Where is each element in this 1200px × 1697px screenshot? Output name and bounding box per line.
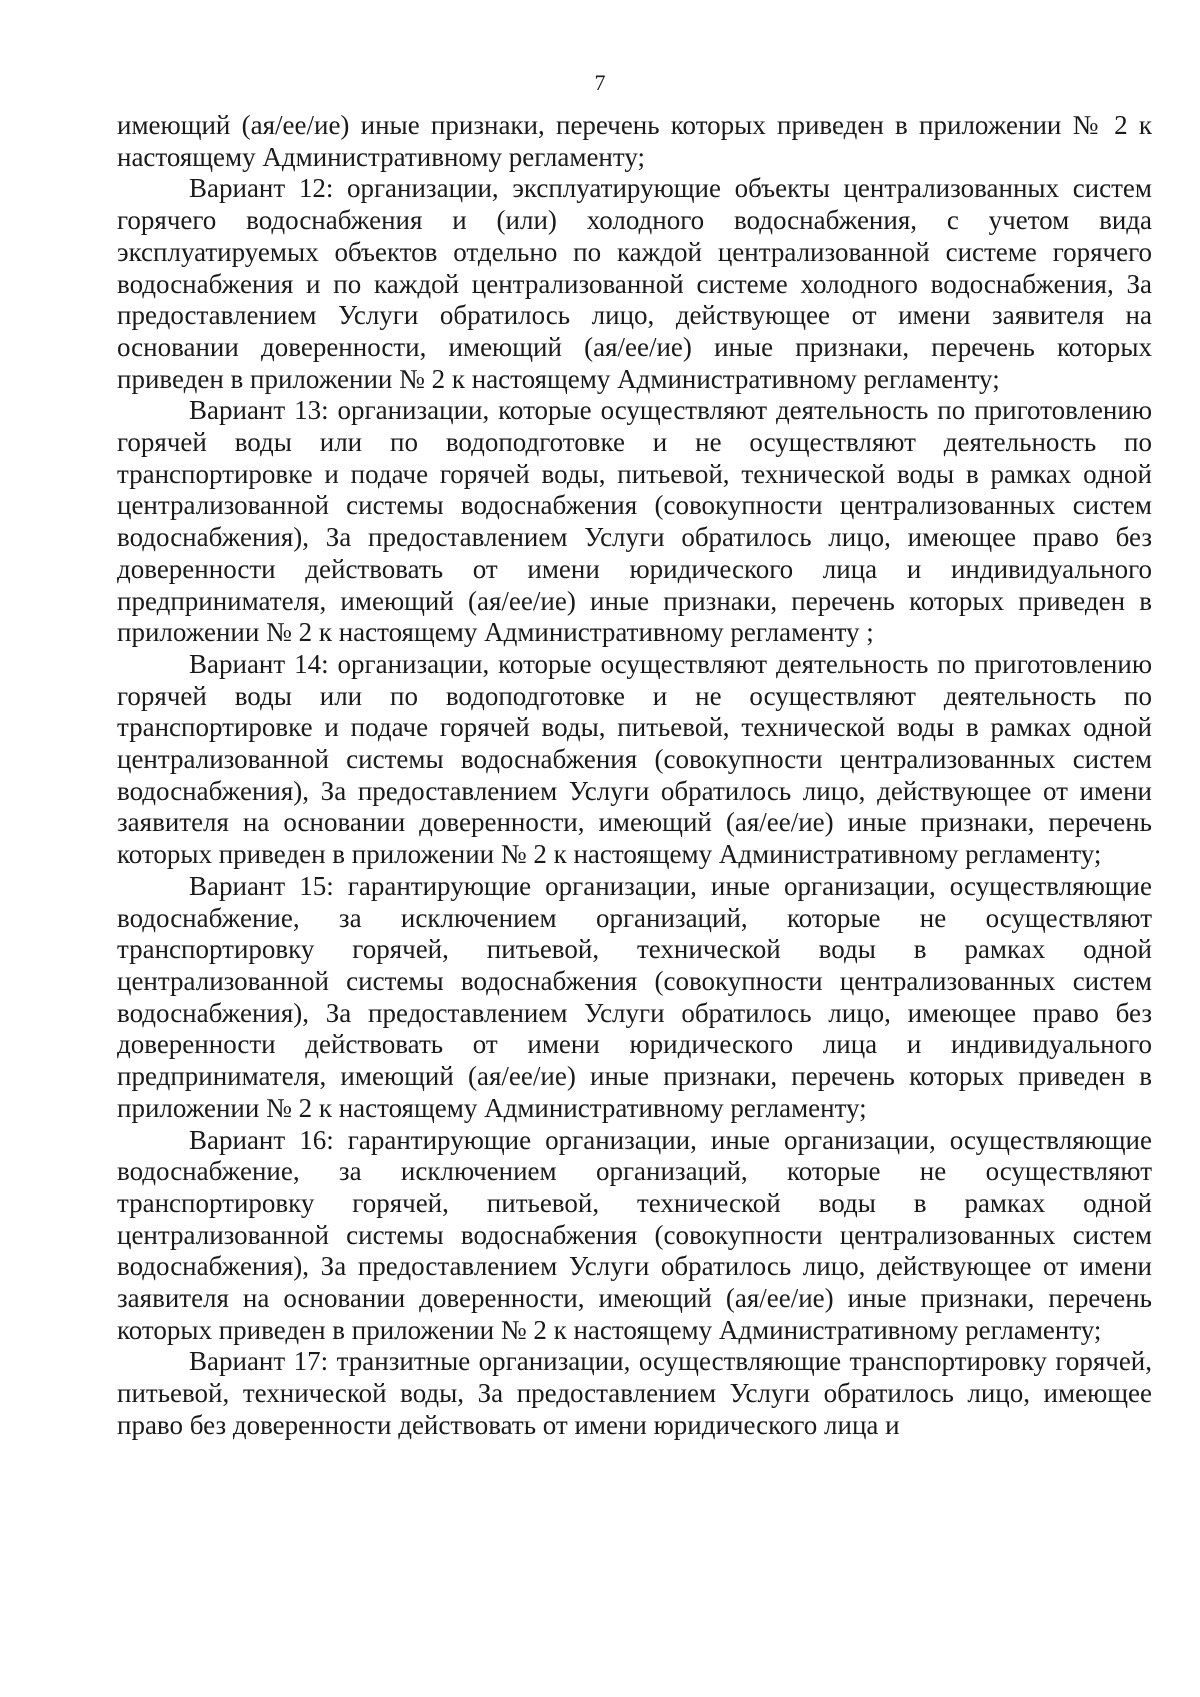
paragraph-variant-17: Вариант 17: транзитные организации, осуществляющие транспортировку горячей, питьевой, технической воды, За предоставлением Услуги обратилось лицо, имеющее право без доверенности действовать от имени юридического лица и <box>117 1346 1152 1440</box>
paragraph-variant-14: Вариант 14: организации, которые осуществляют деятельность по приготовлению горячей воды или по водоподготовке и не осуществляют деятельность по транспортировке и подаче горячей воды, питьевой, технической воды в рамках одной централизованной системы водоснабжения (совокупности централизованных систем водоснабжения), За предоставлением Услуги обратилось лицо, действующее от имени заявителя на основании доверенности, имеющий (ая/ее/ие) иные признаки, перечень которых приведен в приложении № 2 к настоящему Административному регламенту; <box>117 648 1152 870</box>
paragraph-variant-15: Вариант 15: гарантирующие организации, иные организации, осуществляющие водоснабжение, за исключением организаций, которые не осуществляют транспортировку горячей, питьевой, технической воды в рамках одной централизованной системы водоснабжения (совокупности централизованных систем водоснабжения), За предоставлением Услуги обратилось лицо, имеющее право без доверенности действовать от имени юридического лица и индивидуального предпринимателя, имеющий (ая/ее/ие) иные признаки, перечень которых приведен в приложении № 2 к настоящему Административному регламенту; <box>117 870 1152 1123</box>
page-number: 7 <box>594 70 606 95</box>
paragraph-continuation: имеющий (ая/ее/ие) иные признаки, перечень которых приведен в приложении № 2 к настоящему Административному регламенту; <box>117 110 1152 172</box>
paragraph-variant-16: Вариант 16: гарантирующие организации, иные организации, осуществляющие водоснабжение, за исключением организаций, которые не осуществляют транспортировку горячей, питьевой, технической воды в рамках одной централизованной системы водоснабжения (совокупности централизованных систем водоснабжения), За предоставлением Услуги обратилось лицо, действующее от имени заявителя на основании доверенности, имеющий (ая/ее/ие) иные признаки, перечень которых приведен в приложении № 2 к настоящему Административному регламенту; <box>117 1124 1152 1345</box>
document-body <box>117 110 1152 1442</box>
paragraph-variant-12: Вариант 12: организации, эксплуатирующие объекты централизованных систем горячего водоснабжения и (или) холодного водоснабжения, с учетом вида эксплуатируемых объектов отдельно по каждой централизованной системе горячего водоснабжения и по каждой централизованной системе холодного водоснабжения, За предоставлением Услуги обратилось лицо, действующее от имени заявителя на основании доверенности, имеющий (ая/ее/ие) иные признаки, перечень которых приведен в приложении № 2 к настоящему Административному регламенту; <box>117 173 1152 394</box>
paragraph-variant-13: Вариант 13: организации, которые осуществляют деятельность по приготовлению горячей воды или по водоподготовке и не осуществляют деятельность по транспортировке и подаче горячей воды, питьевой, технической воды в рамках одной централизованной системы водоснабжения (совокупности централизованных систем водоснабжения), За предоставлением Услуги обратилось лицо, имеющее право без доверенности действовать от имени юридического лица и индивидуального предпринимателя, имеющий (ая/ее/ие) иные признаки, перечень которых приведен в приложении № 2 к настоящему Административному регламенту ; <box>117 395 1152 648</box>
